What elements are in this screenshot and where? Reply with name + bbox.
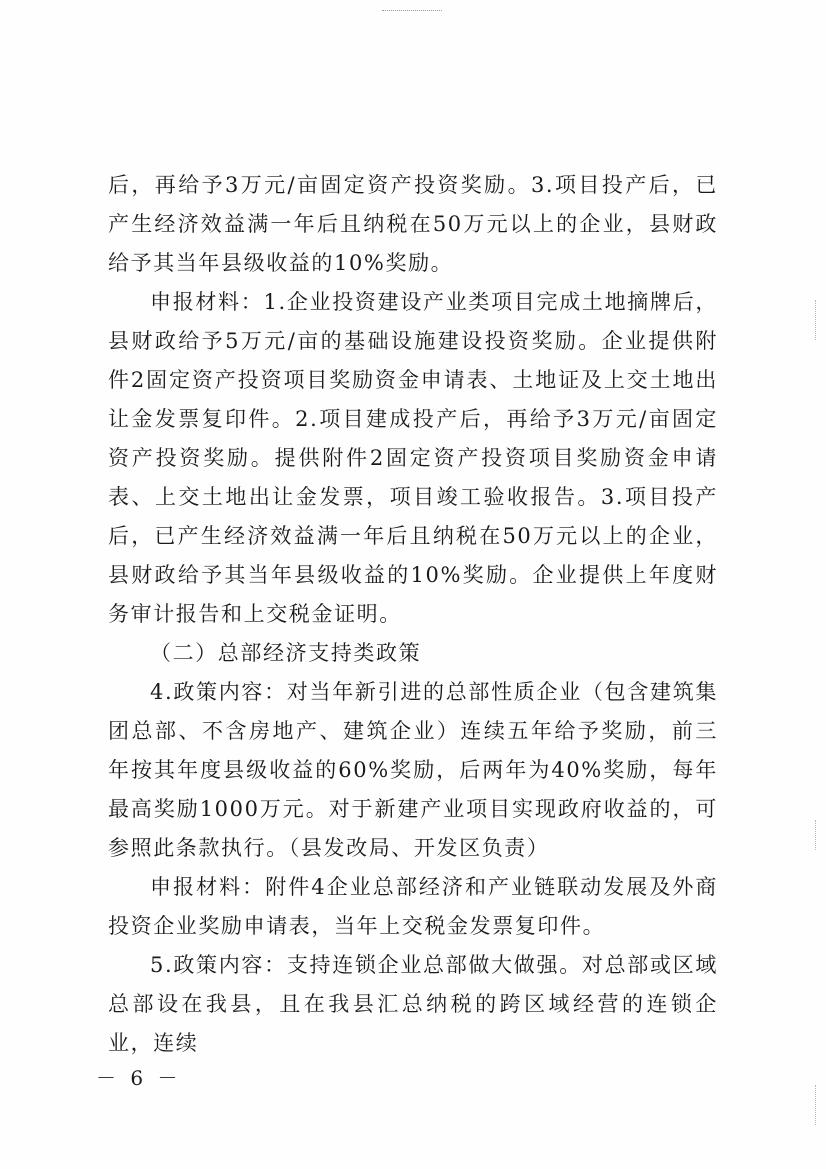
scan-mark	[815, 820, 816, 850]
paragraph-policy-5: 5.政策内容：支持连锁企业总部做大做强。对总部或区域总部设在我县，且在我县汇总纳税的跨区域经营的连锁企业，连续	[108, 953, 718, 1055]
paragraph-investment-reward-tail: 后，再给予3万元/亩固定资产投资奖励。3.项目投产后，已产生经济效益满一年后且纳税在50万元以上的企业，县财政给予其当年县级收益的10%奖励。	[108, 173, 718, 275]
paragraph-policy-4: 4.政策内容：对当年新引进的总部性质企业（包含建筑集团总部、不含房地产、建筑企业）连续五年给予奖励，前三年按其年度县级收益的60%奖励，后两年为40%奖励，每年最高奖励1000万元。对于新建产业项目实现政府收益的，可参照此条款执行。（县发改局、开发区负责）	[108, 680, 718, 860]
paragraph-application-materials-1: 申报材料：1.企业投资建设产业类项目完成土地摘牌后，县财政给予5万元/亩的基础设施建设投资奖励。企业提供附件2固定资产投资项目奖励资金申请表、土地证及上交土地出让金发票复印件。2.项目建成投产后，再给予3万元/亩固定资产投资奖励。提供附件2固定资产投资项目奖励资金申请表、上交土地出让金发票，项目竣工验收报告。3.项目投产后，已产生经济效益满一年后且纳税在50万元以上的企业，县财政给予其当年县级收益的10%奖励。企业提供上年度财务审计报告和上交税金证明。	[108, 290, 718, 626]
scan-mark	[815, 300, 816, 340]
paragraph-application-materials-4: 申报材料：附件4企业总部经济和产业链联动发展及外商投资企业奖励申请表，当年上交税金发票复印件。	[108, 875, 718, 938]
section-heading-headquarters-policy: （二）总部经济支持类政策	[150, 641, 422, 665]
scan-mark	[382, 10, 442, 11]
document-body	[108, 166, 718, 1063]
page-number: － 6 －	[96, 1066, 182, 1090]
scan-mark	[815, 1085, 816, 1125]
